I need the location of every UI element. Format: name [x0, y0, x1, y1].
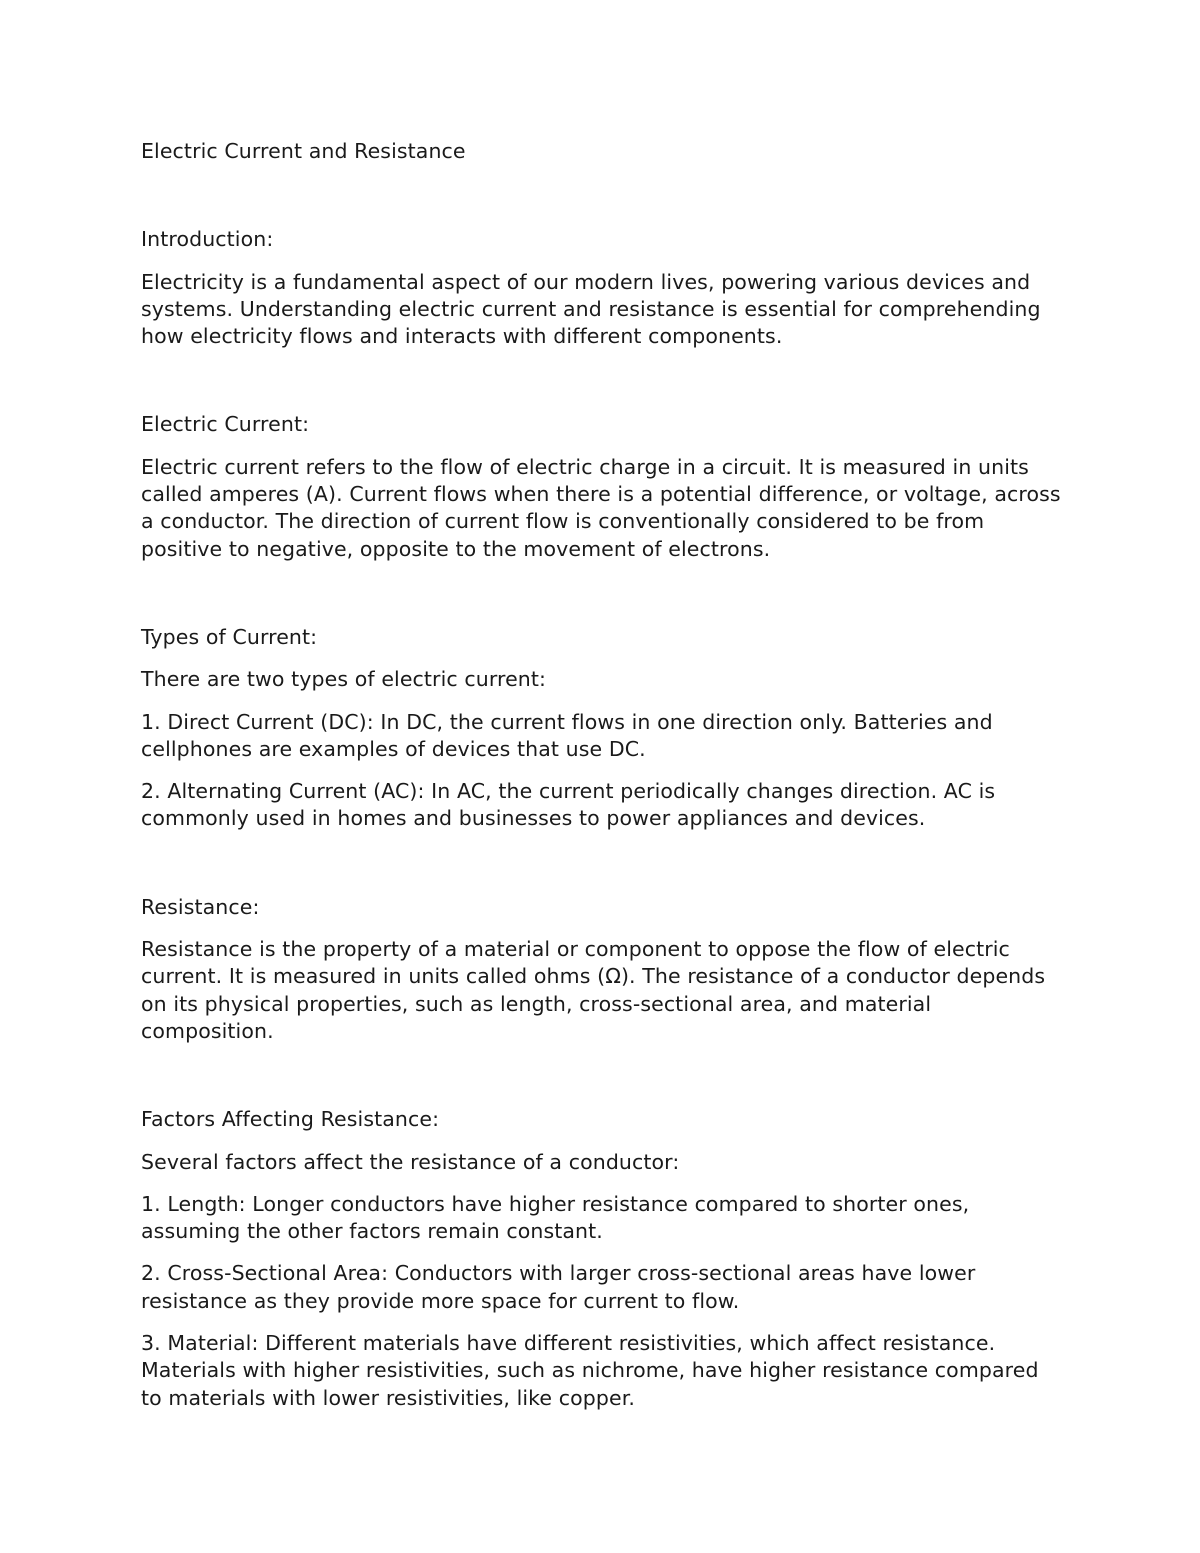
document-page — [141, 138, 1061, 1412]
section-heading: Factors Affecting Resistance: — [141, 1107, 440, 1132]
section-electric-current — [141, 411, 1061, 562]
section-resistance — [141, 894, 1061, 1045]
list-item: 2. Cross-Sectional Area: Conductors with larger cross-sectional areas have lower resistance as they provide more space for current to flow. — [141, 1261, 976, 1313]
section-heading: Introduction: — [141, 227, 274, 252]
list-item: 1. Direct Current (DC): In DC, the current flows in one direction only. Batteries and cellphones are examples of devices that use DC. — [141, 709, 993, 761]
document-title: Electric Current and Resistance — [141, 139, 466, 163]
section-introduction — [141, 226, 1061, 350]
section-heading: Types of Current: — [141, 624, 318, 649]
section-factors-affecting-resistance — [141, 1106, 1061, 1412]
paragraph: Several factors affect the resistance of a conductor: — [141, 1149, 680, 1174]
list-item: 2. Alternating Current (AC): In AC, the current periodically changes direction. AC is commonly used in homes and businesses to power appliances and devices. — [141, 779, 996, 831]
paragraph: Electricity is a fundamental aspect of our modern lives, powering various devices and systems. Understanding electric current and resistance is essential for comprehending how electricity flows and interacts with different components. — [141, 269, 1041, 349]
list-item: 3. Material: Different materials have different resistivities, which affect resistance. Materials with higher resistivities, such as nichrome, have higher resistance compared to materials with lower resistivities, like copper. — [141, 1331, 1039, 1410]
list-item: 1. Length: Longer conductors have higher resistance compared to shorter ones, assuming the other factors remain constant. — [141, 1191, 970, 1244]
paragraph: There are two types of electric current: — [141, 667, 547, 692]
paragraph: Resistance is the property of a material or component to oppose the flow of electric current. It is measured in units called ohms (Ω). The resistance of a conductor depends on its physical properties, such as length, cross-sectional area, and material composition. — [141, 937, 1046, 1043]
section-heading: Electric Current: — [141, 412, 310, 437]
section-types-of-current — [141, 624, 1061, 833]
paragraph: Electric current refers to the flow of electric charge in a circuit. It is measured in units called amperes (A). Current flows when there is a potential difference, or voltage, across a conductor. The direction of current flow is conventionally considered to be from positive to negative, opposite to the movement of electrons. — [141, 454, 1061, 561]
section-heading: Resistance: — [141, 894, 260, 919]
